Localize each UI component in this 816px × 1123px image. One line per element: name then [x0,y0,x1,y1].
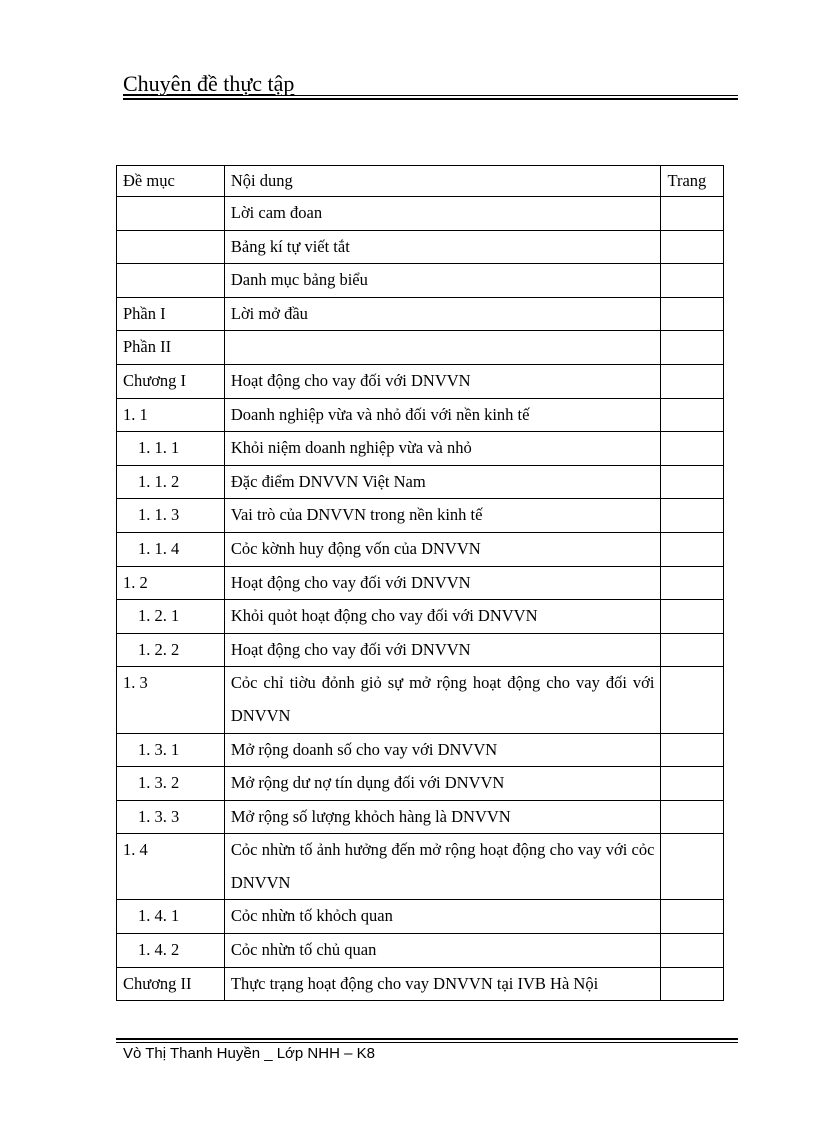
section-cell: Chương II [117,967,225,1001]
page-cell [661,398,724,432]
page-cell [661,667,724,733]
table-row [117,600,724,634]
table-row [117,667,724,733]
page-cell [661,264,724,298]
section-cell: 1. 2. 1 [117,600,225,634]
section-cell: 1. 4 [117,834,225,900]
content-cell: Hoạt động cho vay đối với DNVVN [224,566,661,600]
section-cell: 1. 3. 2 [117,767,225,801]
footer-rule [116,1038,738,1043]
section-cell: Phần II [117,331,225,365]
content-cell: Khỏi quỏt hoạt động cho vay đối với DNVVN [224,600,661,634]
table-row [117,733,724,767]
content-cell: Đặc điểm DNVVN Việt Nam [224,465,661,499]
table-row [117,834,724,900]
content-cell: Thực trạng hoạt động cho vay DNVVN tại IVB Hà Nội [224,967,661,1001]
table-row [117,364,724,398]
section-cell: 1. 4. 2 [117,934,225,968]
content-cell: Hoạt động cho vay đối với DNVVN [224,364,661,398]
section-cell: 1. 3 [117,667,225,733]
page-cell [661,967,724,1001]
content-cell: Danh mục bảng biểu [224,264,661,298]
column-header-section: Đề mục [117,166,225,197]
content-cell: Mở rộng số lượng khỏch hàng là DNVVN [224,800,661,834]
section-cell: 1. 1. 3 [117,499,225,533]
section-cell: 1. 4. 1 [117,900,225,934]
section-cell: 1. 1. 4 [117,532,225,566]
page-cell [661,364,724,398]
page-cell [661,465,724,499]
table-header-row [117,166,724,197]
table-row [117,967,724,1001]
table-row [117,566,724,600]
content-cell: Cỏc nhừn tố ảnh hưởng đến mở rộng hoạt động cho vay với cỏc DNVVN [224,834,661,900]
page-cell [661,566,724,600]
section-cell [117,264,225,298]
page-cell [661,532,724,566]
content-cell: Bảng kí tự viết tắt [224,230,661,264]
content-cell: Cỏc kờnh huy động vốn của DNVVN [224,532,661,566]
content-cell: Hoạt động cho vay đối với DNVVN [224,633,661,667]
column-header-page: Trang [661,166,724,197]
content-cell: Doanh nghiệp vừa và nhỏ đối với nền kinh tế [224,398,661,432]
page-cell [661,499,724,533]
table-row [117,197,724,231]
page-cell [661,432,724,466]
content-cell: Lời cam đoan [224,197,661,231]
section-cell: 1. 1 [117,398,225,432]
section-cell: Phần I [117,297,225,331]
table-row [117,230,724,264]
page-cell [661,600,724,634]
section-cell [117,230,225,264]
table-row [117,800,724,834]
table-row [117,633,724,667]
section-cell: 1. 3. 1 [117,733,225,767]
content-cell: Cỏc chỉ tiờu đỏnh giỏ sự mở rộng hoạt động cho vay đối với DNVVN [224,667,661,733]
page-cell [661,733,724,767]
section-cell: 1. 3. 3 [117,800,225,834]
table-row [117,465,724,499]
table-row [117,767,724,801]
section-cell: 1. 1. 1 [117,432,225,466]
table-row [117,900,724,934]
section-cell: Chương I [117,364,225,398]
page-cell [661,297,724,331]
table-row [117,934,724,968]
table-row [117,297,724,331]
content-cell: Mở rộng dư nợ tín dụng đối với DNVVN [224,767,661,801]
page-header [123,70,738,100]
page-cell [661,633,724,667]
section-cell: 1. 2 [117,566,225,600]
content-cell: Vai trò của DNVVN trong nền kinh tế [224,499,661,533]
header-title: Chuyên đề thực tập [123,71,295,96]
content-cell: Cỏc nhừn tố chủ quan [224,934,661,968]
page-cell [661,230,724,264]
content-cell [224,331,661,365]
page-cell [661,900,724,934]
page-cell [661,834,724,900]
content-cell: Khỏi niệm doanh nghiệp vừa và nhỏ [224,432,661,466]
table-row [117,532,724,566]
content-cell: Mở rộng doanh số cho vay với DNVVN [224,733,661,767]
page-cell [661,934,724,968]
header-rule [123,95,738,100]
page-cell [661,767,724,801]
column-header-content: Nội dung [224,166,661,197]
page-cell [661,800,724,834]
table-row [117,499,724,533]
section-cell: 1. 2. 2 [117,633,225,667]
section-cell [117,197,225,231]
footer-text: Vò Thị Thanh Huyền _ Lớp NHH – K8 [123,1045,375,1062]
section-cell: 1. 1. 2 [117,465,225,499]
table-row [117,331,724,365]
content-cell: Cỏc nhừn tố khỏch quan [224,900,661,934]
table-row [117,398,724,432]
page-cell [661,197,724,231]
table-row [117,432,724,466]
content-cell: Lời mở đầu [224,297,661,331]
table-row [117,264,724,298]
page-cell [661,331,724,365]
table-of-contents [116,165,724,1001]
